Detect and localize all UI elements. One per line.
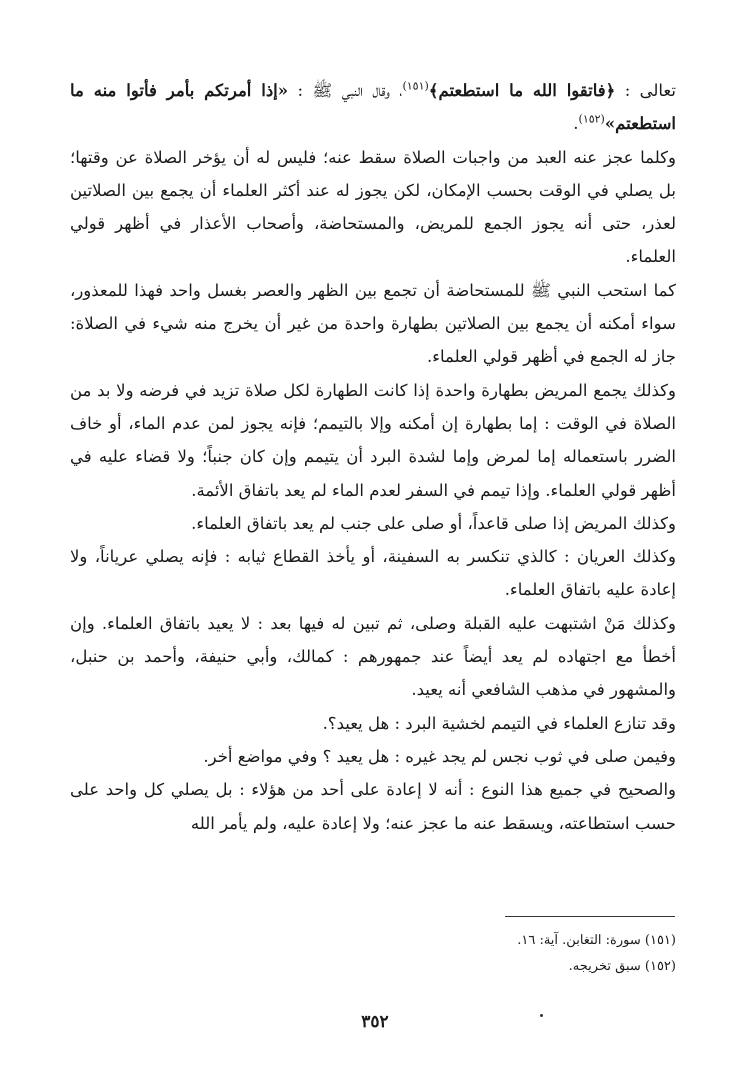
paragraph-4: وكذلك يجمع المريض بطهارة واحدة إذا كانت الطهارة لكل صلاة تزيد في فرضه ولا بد من الصلاة في الوقت : إما بطهارة إن أمكنه وإلا بالتيمم؛ فإنه يجوز لمن عدم الماء، أو خاف الضرر باستعماله إما لمرض وإما لشدة البرد أن يتيمم وإن كان جنباً؛ ولا قضاء عليه في أظهر قولي العلماء. وإذا تيمم في السفر لعدم الماء لم يعد باتفاق الأئمة. xyxy=(70,380,676,500)
paragraph-3: كما استحب النبي ﷺ للمستحاضة أن تجمع بين الظهر والعصر بغسل واحد فهذا للمعذور، سواء أمكنه أن يجمع بين الصلاتين بطهارة واحدة من غير أن يخرج منه شيء في الصلاة: جاز له الجمع في أظهر قولي العلماء. xyxy=(70,280,676,367)
footnote-152: (١٥٢) سبق تخريجه. xyxy=(568,959,676,974)
paragraph-10: والصحيح في جميع هذا النوع : أنه لا إعادة على أحد من هؤلاء : بل يصلي كل واحد على حسب استطاعته، ويسقط عنه ما عجز عنه؛ ولا إعادة عليه، ولم يأمر الله xyxy=(70,780,676,833)
paragraph-6: وكذلك العريان : كالذي تنكسر به السفينة، أو يأخذ القطاع ثيابه : فإنه يصلي عرياناً، ولا إعادة عليه باتفاق العلماء. xyxy=(70,547,676,600)
paragraph-8: وقد تنازع العلماء في التيمم لخشية البرد : هل يعيد؟. xyxy=(322,713,676,733)
paragraph-5: وكذلك المريض إذا صلى قاعداً، أو صلى على جنب لم يعد باتفاق العلماء. xyxy=(191,513,676,533)
footnotes xyxy=(70,928,676,980)
footnote-divider xyxy=(505,916,675,917)
paragraph-1 xyxy=(70,74,676,141)
footnote-ref-152: (١٥٢) xyxy=(578,112,605,126)
paragraph-2: وكلما عجز عنه العبد من واجبات الصلاة سقط عنه؛ فليس له أن يؤخر الصلاة عن وقتها؛ بل يصلي في الوقت بحسب الإمكان، لكن يجوز له عند أكثر العلماء أن يجمع بين الصلاتين لعذر، حتى أنه يجوز الجمع للمريض، والمستحاضة، وأصحاب الأعذار في أظهر قولي العلماء. xyxy=(70,147,676,267)
paragraph-1-post: . xyxy=(573,114,579,134)
paragraph-1-pre: تعالى : xyxy=(615,81,676,100)
hadith-quote: «إذا أمرتكم بأمر فأتوا منه ما استطعتم» xyxy=(70,81,676,134)
paragraph-9: وفيمن صلى في ثوب نجس لم يجد غيره : هل يعيد ؟ وفي مواضع أخر. xyxy=(203,746,676,766)
paragraph-7: وكذلك مَنْ اشتبهت عليه القبلة وصلى، ثم تبين له فيها بعد : لا يعيد باتفاق العلماء. وإن أخطأ مع اجتهاده لم يعد أيضاً عند جمهورهم : كمالك، وأبي حنيفة، وأحمد بن حنبل، والمشهور في مذهب الشافعي أنه يعيد. xyxy=(70,613,676,700)
page-number: ٣٥٢ xyxy=(361,1012,389,1032)
quran-quote: ﴿فاتقوا الله ما استطعتم﴾ xyxy=(428,81,616,100)
footnote-151: (١٥١) سورة: التغابن. آية: ١٦. xyxy=(517,933,676,948)
paragraph-1-mid: ، وقال النبي ﷺ : xyxy=(288,81,403,100)
footnote-ref-151: (١٥١) xyxy=(402,79,429,93)
main-text xyxy=(70,74,676,840)
